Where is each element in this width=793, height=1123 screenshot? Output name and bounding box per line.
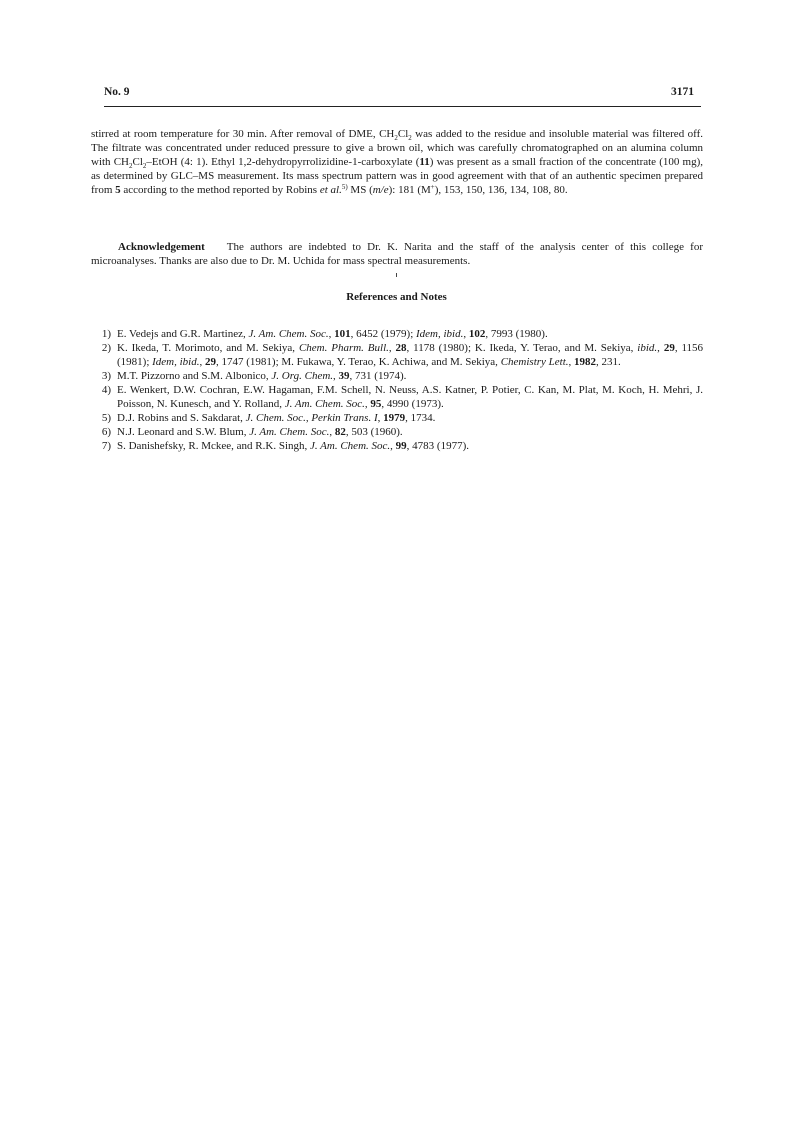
reference-item: 4) E. Wenkert, D.W. Cochran, E.W. Hagaman, F.M. Schell, N. Neuss, A.S. Katner, P. Potier, C. Kan, M. Plat, M. Koch, H. Mehri, J. Poisson, N. Kunesch, and Y. Rolland, J. Am. Chem. Soc., 95, 4990 (1973). [101, 384, 703, 410]
compound-number: 11 [419, 156, 430, 168]
page-number: 3171 [671, 86, 694, 98]
references-heading: References and Notes [346, 291, 447, 303]
acknowledgement-text: The authors are indebted to Dr. K. Narita and the staff of the analysis center of this college for microanalyses. Thanks are also due to Dr. M. Uchida for mass spectral measurements. [91, 241, 703, 267]
acknowledgement-heading: Acknowledgement [118, 241, 205, 253]
reference-marker: 5) [341, 183, 348, 191]
reference-item: 2) K. Ikeda, T. Morimoto, and M. Sekiya, Chem. Pharm. Bull., 28, 1178 (1980); K. Ikeda, Y. Terao, and M. Sekiya, ibid., 29, 1156 (1981); Idem, ibid., 29, 1747 (1981); M. Fukawa, Y. Terao, K. Achiwa, and M. Sekiya, Chemistry Lett., 1982, 231. [101, 342, 704, 368]
experimental-paragraph: stirred at room temperature for 30 min. After removal of DME, $CH_2Cl_2$ was added to the residue and insoluble material was filtered off. The filtrate was concentrated under reduced pressure to give a brown oil, which was carefully chromatographed on an alumina column with $CH_2Cl_2$–EtOH (4: 1). Ethyl 1,2-dehydropyrrolizidine-1-carboxylate (11) was present as a small fraction of the concentrate (100 mg), as determined by GLC–MS measurement. Its mass spectrum pattern was in good agreement with that of an authentic specimen prepared from 5 according to the method reported by Robins et al.$^{5)}$ MS (m/e): 181 (M+), 153, 150, 136, 134, 108, 80. [91, 128, 703, 196]
running-header [104, 86, 701, 107]
reference-item: 5) D.J. Robins and S. Sakdarat, J. Chem. Soc., Perkin Trans. I, 1979, 1734. [101, 412, 436, 424]
reference-list [91, 327, 703, 453]
acknowledgement-paragraph [91, 240, 703, 268]
reference-item: 6) N.J. Leonard and S.W. Blum, J. Am. Chem. Soc., 82, 503 (1960). [101, 426, 403, 438]
reference-item: 7) S. Danishefsky, R. Mckee, and R.K. Singh, J. Am. Chem. Soc., 99, 4783 (1977). [101, 440, 469, 452]
stray-mark [396, 273, 397, 277]
reference-item: 1) E. Vedejs and G.R. Martinez, J. Am. Chem. Soc., 101, 6452 (1979); Idem, ibid., 102, 7993 (1980). [101, 328, 548, 340]
reference-item: 3) M.T. Pizzorno and S.M. Albonico, J. Org. Chem., 39, 731 (1974). [101, 370, 407, 382]
compound-number: 5 [115, 184, 121, 196]
issue-number: No. 9 [104, 86, 130, 98]
